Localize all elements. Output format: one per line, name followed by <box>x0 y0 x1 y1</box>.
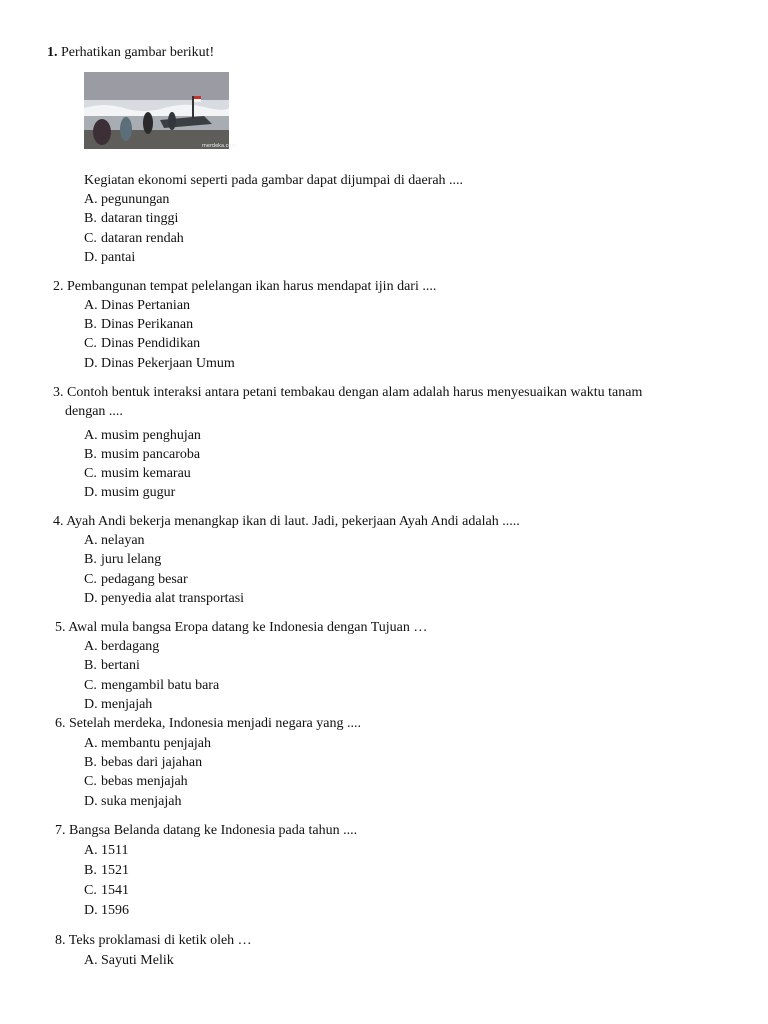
question-3-text: 3. Contoh bentuk interaksi antara petani tembakau dengan alam adalah harus menyesuaikan waktu tanam <box>53 385 643 400</box>
question-8-text: 8. Teks proklamasi di ketik oleh … <box>55 933 252 948</box>
question-7-text: 7. Bangsa Belanda datang ke Indonesia pada tahun .... <box>55 823 358 838</box>
question-7-option-a: A. 1511 <box>84 843 129 858</box>
question-5-option-b: B. bertani <box>84 658 140 673</box>
question-6-option-c: C. bebas menjajah <box>84 774 188 789</box>
question-4-option-d: D. penyedia alat transportasi <box>84 591 245 606</box>
question-1-option-b: B. dataran tinggi <box>84 211 179 226</box>
question-4-option-a: A. nelayan <box>84 533 145 548</box>
question-5-option-d: D. menjajah <box>84 697 153 712</box>
question-1-option-a: A. pegunungan <box>84 192 170 207</box>
question-3-option-a: A. musim penghujan <box>84 428 201 443</box>
question-6-option-b: B. bebas dari jajahan <box>84 755 203 770</box>
question-1-option-c: C. dataran rendah <box>84 231 184 246</box>
fishermen-photo-illustration <box>84 72 237 149</box>
question-5-text: 5. Awal mula bangsa Eropa datang ke Indonesia dengan Tujuan … <box>55 620 428 635</box>
question-1-text: Perhatikan gambar berikut! <box>61 45 215 60</box>
question-7-option-b: B. 1521 <box>84 863 129 878</box>
question-2-text: 2. Pembangunan tempat pelelangan ikan harus mendapat ijin dari .... <box>53 279 437 294</box>
question-4-option-c: C. pedagang besar <box>84 572 188 587</box>
question-7-option-d: D. 1596 <box>84 903 129 918</box>
question-1 <box>47 43 214 62</box>
question-2-option-a: A. Dinas Pertanian <box>84 298 191 313</box>
question-3-text-continued: dengan .... <box>65 404 123 419</box>
question-8-option-a: A. Sayuti Melik <box>84 953 174 968</box>
question-2-option-d: D. Dinas Pekerjaan Umum <box>84 356 235 371</box>
fishermen-photo <box>84 72 237 149</box>
question-5-option-c: C. mengambil batu bara <box>84 678 220 693</box>
question-6-text: 6. Setelah merdeka, Indonesia menjadi negara yang .... <box>55 716 361 731</box>
question-3-option-c: C. musim kemarau <box>84 466 191 481</box>
question-4-option-b: B. juru lelang <box>84 552 162 567</box>
question-3-option-d: D. musim gugur <box>84 485 176 500</box>
question-1-stem: Kegiatan ekonomi seperti pada gambar dapat dijumpai di daerah .... <box>84 173 464 188</box>
question-4-text: 4. Ayah Andi bekerja menangkap ikan di laut. Jadi, pekerjaan Ayah Andi adalah ..... <box>53 514 520 529</box>
question-3-option-b: B. musim pancaroba <box>84 447 201 462</box>
question-6-option-d: D. suka menjajah <box>84 794 182 809</box>
question-6-option-a: A. membantu penjajah <box>84 736 212 751</box>
question-1-number: 1. <box>47 45 58 60</box>
question-7-option-c: C. 1541 <box>84 883 129 898</box>
question-2-option-b: B. Dinas Perikanan <box>84 317 194 332</box>
question-2-option-c: C. Dinas Pendidikan <box>84 336 201 351</box>
question-1-option-d: D. pantai <box>84 250 136 265</box>
photo-caption: merdeka.com <box>202 143 237 149</box>
question-5-option-a: A. berdagang <box>84 639 160 654</box>
